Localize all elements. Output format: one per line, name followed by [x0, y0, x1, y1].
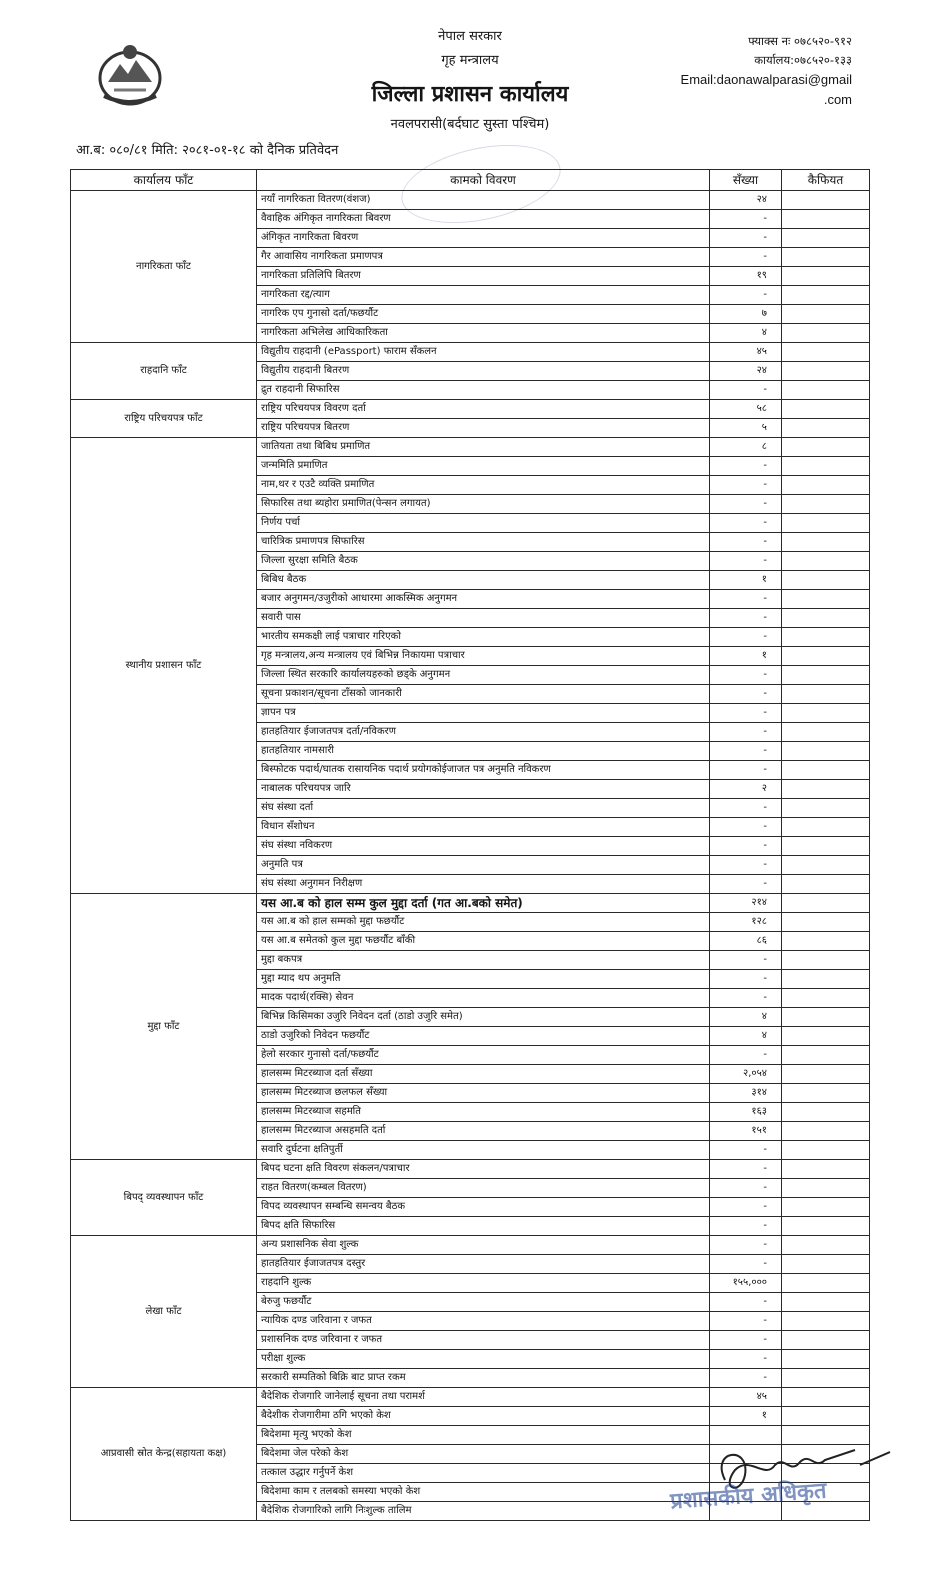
- task-cell: बजार अनुगमन/उजुरीको आधारमा आकस्मिक अनुगमन: [257, 590, 710, 609]
- office-unit-cell: आप्रवासी स्रोत केन्द्र(सहायता कक्ष): [71, 1388, 257, 1521]
- task-cell: सिफारिस तथा ब्यहोरा प्रमाणित(पेन्सन लगायत): [257, 495, 710, 514]
- task-cell: बिस्फोटक पदार्थ/घातक रासायनिक पदार्थ प्रयोगकोईजाजत पत्र अनुमति नविकरण: [257, 761, 710, 780]
- count-cell: -: [710, 970, 782, 989]
- table-row: [71, 438, 870, 457]
- count-cell: -: [710, 1293, 782, 1312]
- count-cell: -: [710, 1369, 782, 1388]
- task-cell: विद्युतीय राहदानी (ePassport) फाराम सँकलन: [257, 343, 710, 362]
- task-cell: हालसम्म मिटरब्याज असहमति दर्ता: [257, 1122, 710, 1141]
- task-cell: हातहतियार ईजाजतपत्र दर्ता/नविकरण: [257, 723, 710, 742]
- count-cell: २: [710, 780, 782, 799]
- table-row: [71, 343, 870, 362]
- count-cell: -: [710, 875, 782, 894]
- remarks-cell: [782, 476, 870, 495]
- count-cell: -: [710, 533, 782, 552]
- task-cell: चारित्रिक प्रमाणपत्र सिफारिस: [257, 533, 710, 552]
- remarks-cell: [782, 1236, 870, 1255]
- table-body: [71, 191, 870, 1521]
- task-cell: वैवाहिक अंगिकृत नागरिकता बिवरण: [257, 210, 710, 229]
- count-cell: १९: [710, 267, 782, 286]
- count-cell: ४५: [710, 1388, 782, 1407]
- task-cell: संघ संस्था अनुगमन निरीक्षण: [257, 875, 710, 894]
- count-cell: ४: [710, 1027, 782, 1046]
- remarks-cell: [782, 1122, 870, 1141]
- count-cell: १: [710, 1407, 782, 1426]
- count-cell: ७: [710, 305, 782, 324]
- remarks-cell: [782, 1008, 870, 1027]
- count-cell: -: [710, 666, 782, 685]
- remarks-cell: [782, 514, 870, 533]
- task-cell: हातहतियार ईजाजतपत्र दस्तुर: [257, 1255, 710, 1274]
- remarks-cell: [782, 1388, 870, 1407]
- table-row: [71, 400, 870, 419]
- count-cell: -: [710, 1312, 782, 1331]
- remarks-cell: [782, 1407, 870, 1426]
- task-cell: नागरिकता अभिलेख आधिकारिकता: [257, 324, 710, 343]
- task-cell: निर्णय पर्चा: [257, 514, 710, 533]
- task-cell: मादक पदार्थ(रक्सि) सेवन: [257, 989, 710, 1008]
- count-cell: -: [710, 1179, 782, 1198]
- column-header-task: कामको विवरण: [257, 170, 710, 191]
- count-cell: -: [710, 457, 782, 476]
- count-cell: -: [710, 1160, 782, 1179]
- remarks-cell: [782, 1255, 870, 1274]
- task-cell: बैदेशीक रोजगारीमा ठगि भएको केश: [257, 1407, 710, 1426]
- remarks-cell: [782, 362, 870, 381]
- remarks-cell: [782, 913, 870, 932]
- office-unit-cell: स्थानीय प्रशासन फाँट: [71, 438, 257, 894]
- count-cell: -: [710, 856, 782, 875]
- task-cell: गृह मन्त्रालय,अन्य मन्त्रालय एवं बिभिन्न निकायमा पत्राचार: [257, 647, 710, 666]
- government-emblem-icon: [94, 38, 166, 110]
- remarks-cell: [782, 324, 870, 343]
- count-cell: -: [710, 552, 782, 571]
- office-phone: कार्यालय:०७८५२०-१३३: [754, 53, 852, 67]
- task-cell: द्रुत राहदानी सिफारिस: [257, 381, 710, 400]
- header-government: नेपाल सरकार: [438, 29, 502, 44]
- count-cell: -: [710, 761, 782, 780]
- count-cell: -: [710, 1255, 782, 1274]
- remarks-cell: [782, 457, 870, 476]
- count-cell: १५५,०००: [710, 1274, 782, 1293]
- task-cell: यस आ.ब समेतको कुल मुद्दा फछर्यौट बाँकी: [257, 932, 710, 951]
- task-cell: मुद्दा म्याद थप अनुमति: [257, 970, 710, 989]
- count-cell: -: [710, 495, 782, 514]
- count-cell: १२८: [710, 913, 782, 932]
- task-cell: विधान सँशोधन: [257, 818, 710, 837]
- task-cell: बैदेशिक रोजगारि जानेलाई सूचना तथा परामर्श: [257, 1388, 710, 1407]
- count-cell: -: [710, 590, 782, 609]
- remarks-cell: [782, 248, 870, 267]
- remarks-cell: [782, 932, 870, 951]
- count-cell: ३१४: [710, 1084, 782, 1103]
- count-cell: ४: [710, 1008, 782, 1027]
- remarks-cell: [782, 1217, 870, 1236]
- count-cell: -: [710, 1236, 782, 1255]
- task-cell: गैर आवासिय नागरिकता प्रमाणपत्र: [257, 248, 710, 267]
- remarks-cell: [782, 533, 870, 552]
- task-cell: यस आ.ब को हाल सम्म कुल मुद्दा दर्ता (गत आ.बको समेत): [257, 894, 710, 913]
- task-cell: बैदेशिक रोजगारिको लागि निःशुल्क तालिम: [257, 1502, 710, 1521]
- count-cell: -: [710, 286, 782, 305]
- remarks-cell: [782, 856, 870, 875]
- count-cell: -: [710, 989, 782, 1008]
- task-cell: यस आ.ब को हाल सम्मको मुद्दा फछर्यौट: [257, 913, 710, 932]
- count-cell: -: [710, 210, 782, 229]
- remarks-cell: [782, 552, 870, 571]
- task-cell: परीक्षा शुल्क: [257, 1350, 710, 1369]
- task-cell: नागरिकता रद्द/त्याग: [257, 286, 710, 305]
- task-cell: जन्ममिति प्रमाणित: [257, 457, 710, 476]
- count-cell: ८६: [710, 932, 782, 951]
- task-cell: हालसम्म मिटरब्याज छलफल सँख्या: [257, 1084, 710, 1103]
- table-row: [71, 1160, 870, 1179]
- column-header-unit: कार्यालय फाँट: [71, 170, 257, 191]
- task-cell: संघ संस्था नविकरण: [257, 837, 710, 856]
- count-cell: १: [710, 647, 782, 666]
- remarks-cell: [782, 837, 870, 856]
- table-row: [71, 894, 870, 913]
- table-row: [71, 1236, 870, 1255]
- remarks-cell: [782, 970, 870, 989]
- task-cell: भारतीय समकक्षी लाई पत्राचार गरिएको: [257, 628, 710, 647]
- count-cell: १: [710, 571, 782, 590]
- task-cell: बिपद क्षति सिफारिस: [257, 1217, 710, 1236]
- email-address: [681, 70, 852, 110]
- task-cell: अन्य प्रशासनिक सेवा शुल्क: [257, 1236, 710, 1255]
- task-cell: हातहतियार नामसारी: [257, 742, 710, 761]
- task-cell: नागरिक एप गुनासो दर्ता/फछर्यौट: [257, 305, 710, 324]
- office-unit-cell: नागरिकता फाँट: [71, 191, 257, 343]
- task-cell: मुद्दा बकपत्र: [257, 951, 710, 970]
- remarks-cell: [782, 343, 870, 362]
- task-cell: बिपद घटना क्षति विवरण संकलन/पत्राचार: [257, 1160, 710, 1179]
- remarks-cell: [782, 723, 870, 742]
- count-cell: ५: [710, 419, 782, 438]
- remarks-cell: [782, 1027, 870, 1046]
- remarks-cell: [782, 286, 870, 305]
- count-cell: -: [710, 951, 782, 970]
- count-cell: -: [710, 248, 782, 267]
- remarks-cell: [782, 571, 870, 590]
- remarks-cell: [782, 1141, 870, 1160]
- task-cell: ज्ञापन पत्र: [257, 704, 710, 723]
- table-row: [71, 1388, 870, 1407]
- email-line2: .com: [823, 92, 852, 107]
- remarks-cell: [782, 761, 870, 780]
- count-cell: -: [710, 628, 782, 647]
- task-cell: हेलो सरकार गुनासो दर्ता/फछर्यौट: [257, 1046, 710, 1065]
- task-cell: नयाँ नागरिकता वितरण(वंशज): [257, 191, 710, 210]
- remarks-cell: [782, 1103, 870, 1122]
- remarks-cell: [782, 419, 870, 438]
- count-cell: -: [710, 1046, 782, 1065]
- task-cell: न्यायिक दण्ड जरिवाना र जफत: [257, 1312, 710, 1331]
- office-unit-cell: राहदानि फाँट: [71, 343, 257, 400]
- task-cell: बिभिन्न किसिमका उजुरि निवेदन दर्ता (ठाडो उजुरि समेत): [257, 1008, 710, 1027]
- remarks-cell: [782, 799, 870, 818]
- remarks-cell: [782, 647, 870, 666]
- remarks-cell: [782, 1046, 870, 1065]
- remarks-cell: [782, 438, 870, 457]
- task-cell: अनुमति पत्र: [257, 856, 710, 875]
- remarks-cell: [782, 495, 870, 514]
- office-unit-cell: मुद्दा फाँट: [71, 894, 257, 1160]
- count-cell: -: [710, 837, 782, 856]
- remarks-cell: [782, 951, 870, 970]
- task-cell: राहदानि शुल्क: [257, 1274, 710, 1293]
- remarks-cell: [782, 1084, 870, 1103]
- count-cell: -: [710, 476, 782, 495]
- count-cell: -: [710, 1217, 782, 1236]
- report-title: आ.ब: ०८०/८१ मिति: २०८१-०१-१८ को दैनिक प्रतिवेदन: [76, 143, 339, 158]
- remarks-cell: [782, 267, 870, 286]
- remarks-cell: [782, 210, 870, 229]
- daily-report-table: [70, 169, 870, 1521]
- task-cell: नाम,थर र एउटै व्यक्ति प्रमाणित: [257, 476, 710, 495]
- remarks-cell: [782, 1312, 870, 1331]
- task-cell: जिल्ला स्थित सरकारि कार्यालयहरुको छड्के अनुगमन: [257, 666, 710, 685]
- remarks-cell: [782, 1179, 870, 1198]
- remarks-cell: [782, 875, 870, 894]
- count-cell: ८: [710, 438, 782, 457]
- count-cell: ५८: [710, 400, 782, 419]
- remarks-cell: [782, 1369, 870, 1388]
- column-header-count: सँख्या: [710, 170, 782, 191]
- task-cell: बिबिध बैठक: [257, 571, 710, 590]
- column-header-remarks: कैफियत: [782, 170, 870, 191]
- task-cell: जिल्ला सुरक्षा समिति बैठक: [257, 552, 710, 571]
- signature-designation-stamp: प्रशासकीय अधिकृत: [669, 1478, 828, 1515]
- remarks-cell: [782, 1293, 870, 1312]
- fax-number: फ्याक्स नः ०७८५२०-९१२: [748, 34, 852, 48]
- remarks-cell: [782, 780, 870, 799]
- task-cell: राष्ट्रिय परिचयपत्र बितरण: [257, 419, 710, 438]
- remarks-cell: [782, 609, 870, 628]
- task-cell: बिदेशमा मृत्यु भएको केश: [257, 1426, 710, 1445]
- header-ministry: गृह मन्त्रालय: [441, 53, 499, 68]
- count-cell: -: [710, 704, 782, 723]
- task-cell: सवारि दुर्घटना क्षतिपुर्ती: [257, 1141, 710, 1160]
- count-cell: -: [710, 381, 782, 400]
- count-cell: -: [710, 742, 782, 761]
- remarks-cell: [782, 818, 870, 837]
- remarks-cell: [782, 1331, 870, 1350]
- count-cell: -: [710, 1331, 782, 1350]
- office-unit-cell: बिपद् व्यवस्थापन फाँट: [71, 1160, 257, 1236]
- task-cell: हालसम्म मिटरब्याज सहमति: [257, 1103, 710, 1122]
- remarks-cell: [782, 590, 870, 609]
- count-cell: १६३: [710, 1103, 782, 1122]
- task-cell: संघ संस्था दर्ता: [257, 799, 710, 818]
- remarks-cell: [782, 704, 870, 723]
- remarks-cell: [782, 191, 870, 210]
- count-cell: -: [710, 799, 782, 818]
- task-cell: नागरिकता प्रतिलिपि बितरण: [257, 267, 710, 286]
- task-cell: बेरुजु फछर्यौट: [257, 1293, 710, 1312]
- count-cell: -: [710, 1198, 782, 1217]
- remarks-cell: [782, 229, 870, 248]
- header-office: जिल्ला प्रशासन कार्यालय: [371, 82, 569, 107]
- remarks-cell: [782, 305, 870, 324]
- remarks-cell: [782, 1160, 870, 1179]
- remarks-cell: [782, 894, 870, 913]
- table-row: [71, 191, 870, 210]
- count-cell: २४: [710, 362, 782, 381]
- task-cell: विपद व्यवस्थापन सम्बन्धि समन्वय बैठक: [257, 1198, 710, 1217]
- remarks-cell: [782, 1065, 870, 1084]
- task-cell: सवारी पास: [257, 609, 710, 628]
- task-cell: विद्युतीय राहदानी बितरण: [257, 362, 710, 381]
- task-cell: सूचना प्रकाशन/सूचना टाँसको जानकारी: [257, 685, 710, 704]
- task-cell: ठाडो उजुरिको निवेदन फछर्यौट: [257, 1027, 710, 1046]
- remarks-cell: [782, 685, 870, 704]
- task-cell: तत्काल उद्धार गर्नुपर्ने केश: [257, 1464, 710, 1483]
- task-cell: सरकारी सम्पतिको बिक्रि बाट प्राप्त रकम: [257, 1369, 710, 1388]
- count-cell: -: [710, 1141, 782, 1160]
- office-unit-cell: राष्ट्रिय परिचयपत्र फाँट: [71, 400, 257, 438]
- remarks-cell: [782, 666, 870, 685]
- table-header-row: [71, 170, 870, 191]
- count-cell: -: [710, 514, 782, 533]
- count-cell: २४: [710, 191, 782, 210]
- task-cell: बिदेशमा काम र तलबको समस्या भएको केश: [257, 1483, 710, 1502]
- remarks-cell: [782, 381, 870, 400]
- task-cell: अंगिकृत नागरिकता बिवरण: [257, 229, 710, 248]
- remarks-cell: [782, 989, 870, 1008]
- count-cell: -: [710, 1350, 782, 1369]
- remarks-cell: [782, 742, 870, 761]
- count-cell: ४: [710, 324, 782, 343]
- task-cell: नाबालक परिचयपत्र जारि: [257, 780, 710, 799]
- task-cell: बिदेशमा जेल परेको केश: [257, 1445, 710, 1464]
- count-cell: २१४: [710, 894, 782, 913]
- count-cell: १५१: [710, 1122, 782, 1141]
- count-cell: -: [710, 229, 782, 248]
- count-cell: ४५: [710, 343, 782, 362]
- task-cell: राष्ट्रिय परिचयपत्र विवरण दर्ता: [257, 400, 710, 419]
- remarks-cell: [782, 628, 870, 647]
- count-cell: -: [710, 818, 782, 837]
- count-cell: -: [710, 609, 782, 628]
- remarks-cell: [782, 1350, 870, 1369]
- count-cell: -: [710, 723, 782, 742]
- remarks-cell: [782, 400, 870, 419]
- count-cell: २,०५४: [710, 1065, 782, 1084]
- task-cell: राहत वितरण(कम्बल वितरण): [257, 1179, 710, 1198]
- remarks-cell: [782, 1274, 870, 1293]
- task-cell: हालसम्म मिटरब्याज दर्ता सँख्या: [257, 1065, 710, 1084]
- count-cell: -: [710, 685, 782, 704]
- task-cell: प्रशासनिक दण्ड जरिवाना र जफत: [257, 1331, 710, 1350]
- remarks-cell: [782, 1198, 870, 1217]
- email-line1: Email:daonawalparasi@gmail: [680, 72, 852, 87]
- header-district: नवलपरासी(बर्दघाट सुस्ता पश्चिम): [390, 117, 550, 132]
- task-cell: जातियता तथा बिबिध प्रमाणित: [257, 438, 710, 457]
- office-unit-cell: लेखा फाँट: [71, 1236, 257, 1388]
